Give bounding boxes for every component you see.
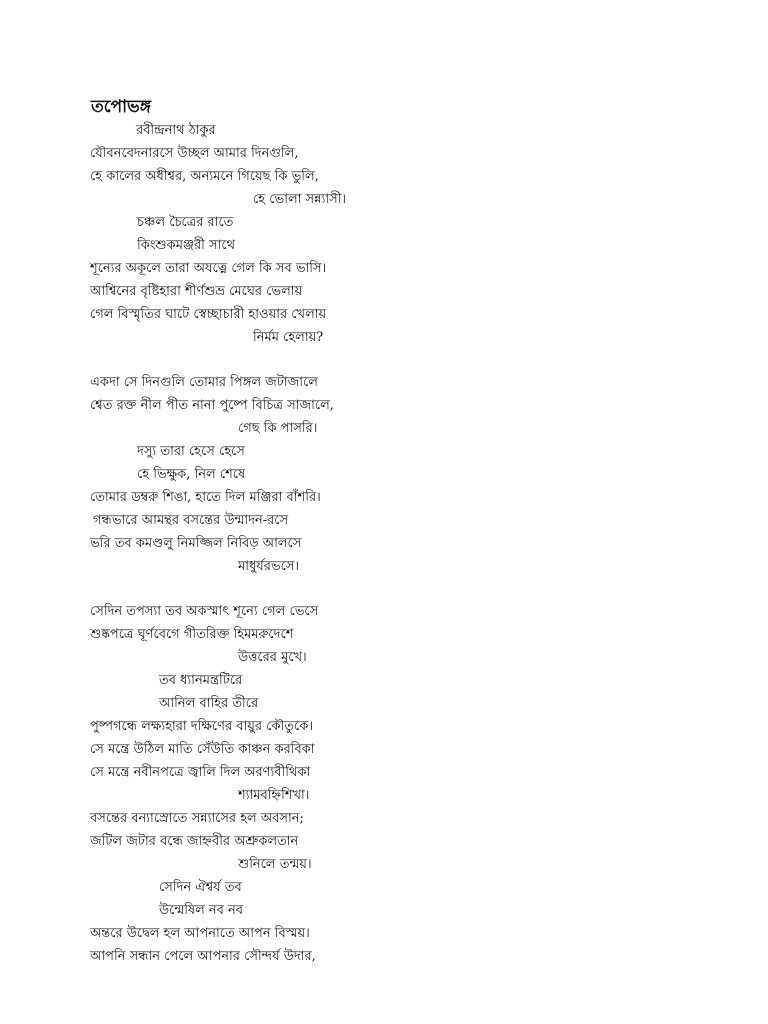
poem-title: তপোভঙ্গ [91, 97, 151, 117]
poem-line: মাধুর্যরভসে। [238, 559, 300, 574]
poem-body [0, 142, 768, 990]
poem-line: হে কালের অধীশ্বর, অন্যমনে গিয়েছ কি ভুলি, [90, 169, 319, 184]
poem-line: গেছ কি পাসরি। [238, 421, 318, 436]
poem-line: তোমার ডম্বরু শিঙা, হাতে দিল মঞ্জিরা বাঁশরি। [90, 490, 321, 505]
poem-line: সেদিন তপস্যা তব অকস্মাৎ শূন্যে গেল ভেসে [90, 604, 319, 619]
poem-line: শুষ্কপত্রে ঘূর্ণবেগে গীতরিক্ত হিমমরুদেশে [90, 627, 294, 642]
stanza-2 [0, 371, 768, 578]
poem-line: সেদিন ঐশ্বর্য তব [159, 880, 242, 895]
poem-line: যৌবনবেদনারসে উচ্ছল আমার দিনগুলি, [90, 146, 299, 161]
poem-line: শ্যামবহ্নিশিখা। [238, 788, 310, 803]
poem-line: আনিল বাহির তীরে [159, 696, 259, 711]
poem-line: জটিল জটার বন্ধে জাহ্নবীর অশ্রুকলতান [90, 834, 299, 849]
poem-line: সে মন্ত্রে নবীনপত্রে জ্বালি দিল অরণ্যবীথিকা [90, 765, 311, 780]
poem-line: আশ্বিনের বৃষ্টিহারা শীর্ণশুভ্র মেঘের ভেলায় [90, 284, 303, 299]
poem-line: ভরি তব কমণ্ডলু নিমজ্জিল নিবিড় আলসে [90, 536, 302, 551]
poem-line: হে ভোলা সন্ন্যাসী। [253, 192, 347, 207]
poem-line: উত্তরের মুখে। [238, 650, 307, 665]
poem-line: গেল বিস্মৃতির ঘাটে স্বেচ্ছাচারী হাওয়ার খেলায় [90, 307, 327, 322]
stanza-3 [0, 600, 768, 968]
poem-author: রবীন্দ্রনাথ ঠাকুর [136, 123, 216, 138]
poem-line: তব ধ্যানমন্ত্রটিরে [159, 673, 243, 688]
poem-line: বসন্তের বন্যাস্রোতে সন্ন্যাসের হল অবসান; [90, 811, 304, 826]
poem-line: পুষ্পগন্ধে লক্ষ্যহারা দক্ষিণের বায়ুর কৌতুকে। [90, 719, 313, 734]
poem-line: দস্যু তারা হেসে হেসে [137, 444, 245, 459]
poem-line: গন্ধভারে আমন্থর বসন্তের উন্মাদন-রসে [93, 513, 289, 528]
poem-line: চঞ্চল চৈত্রের রাতে [137, 215, 234, 230]
poem-line: সে মন্ত্রে উঠিল মাতি সেঁউতি কাঞ্চন করবিকা [90, 742, 315, 757]
poem-line: কিংশুকমঞ্জরী সাথে [137, 238, 236, 253]
poem-line: নির্মম হেলায়? [253, 330, 324, 345]
poem-line: একদা সে দিনগুলি তোমার পিঙ্গল জটাজালে [90, 375, 318, 390]
stanza-1 [0, 142, 768, 349]
poem-line: আপনি সন্ধান পেলে আপনার সৌন্দর্য উদার, [90, 949, 316, 964]
poem-line: হে ভিক্ষুক, নিল শেষে [137, 467, 246, 482]
poem-line: শুনিলে তন্ময়। [238, 857, 312, 872]
poem-line: শ্বেত রক্ত নীল পীত নানা পুষ্পে বিচিত্র সাজালে, [90, 398, 334, 413]
poem-line: অন্তরে উদ্বেল হল আপনাতে আপন বিস্ময়। [90, 926, 310, 941]
poem-line: উন্মেষিল নব নব [159, 903, 244, 918]
poem-line: শূন্যের অকূলে তারা অযত্নে গেল কি সব ভাসি। [90, 261, 327, 276]
